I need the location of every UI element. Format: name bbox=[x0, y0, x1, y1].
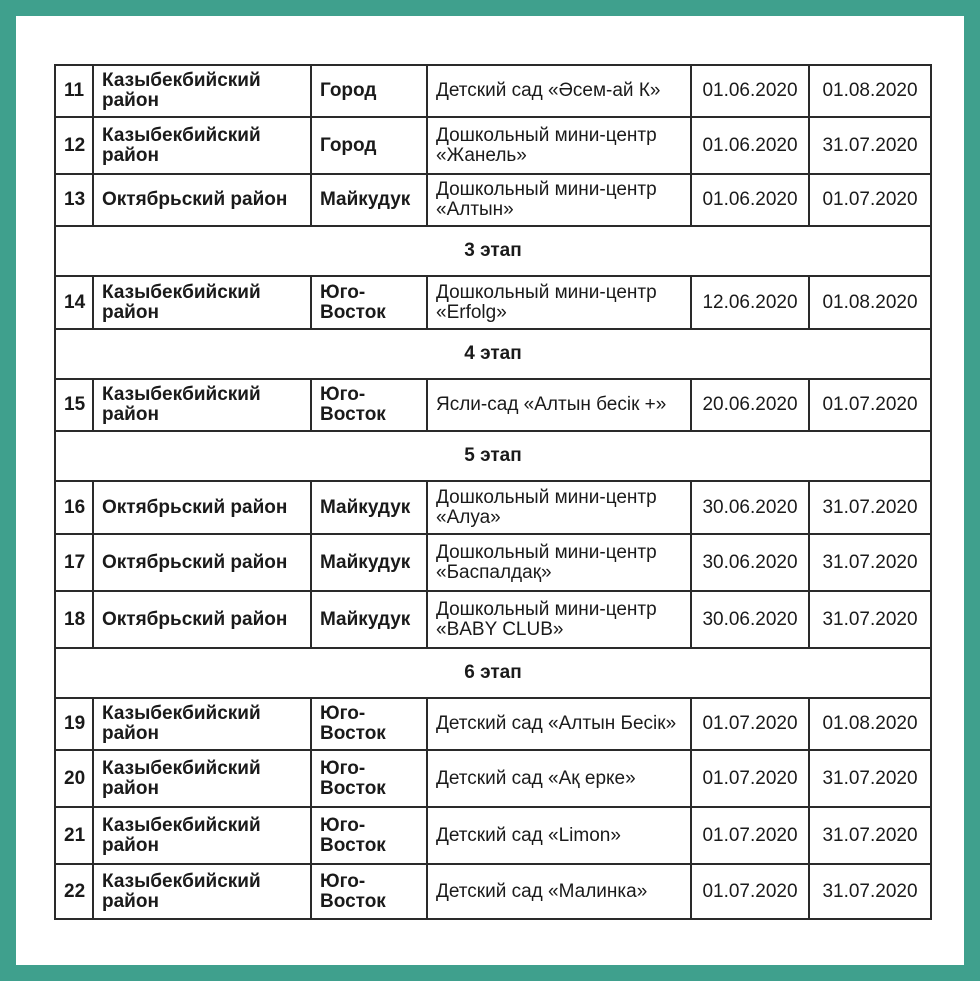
stage-heading: 3 этап bbox=[55, 226, 931, 276]
row-number-cell: 16 bbox=[55, 481, 93, 534]
end-date-cell: 31.07.2020 bbox=[809, 117, 931, 174]
facility-cell: Дошкольный мини-центр «Баспалдақ» bbox=[427, 534, 691, 591]
area-cell: Юго-Восток bbox=[311, 379, 427, 431]
area-cell: Майкудук bbox=[311, 591, 427, 648]
stage-heading: 4 этап bbox=[55, 329, 931, 379]
district-cell: Казыбекбийский район bbox=[93, 276, 311, 329]
row-number-cell: 18 bbox=[55, 591, 93, 648]
schedule-table bbox=[54, 64, 932, 920]
schedule-body bbox=[55, 65, 931, 919]
row-number-cell: 20 bbox=[55, 750, 93, 807]
area-cell: Майкудук bbox=[311, 481, 427, 534]
end-date-cell: 31.07.2020 bbox=[809, 807, 931, 864]
table-row bbox=[55, 481, 931, 534]
area-cell: Майкудук bbox=[311, 174, 427, 226]
table-row bbox=[55, 750, 931, 807]
facility-cell: Детский сад «Limon» bbox=[427, 807, 691, 864]
row-number-cell: 21 bbox=[55, 807, 93, 864]
area-cell: Юго-Восток bbox=[311, 864, 427, 919]
stage-row bbox=[55, 648, 931, 698]
district-cell: Казыбекбийский район bbox=[93, 807, 311, 864]
area-cell: Майкудук bbox=[311, 534, 427, 591]
district-cell: Казыбекбийский район bbox=[93, 65, 311, 117]
table-row bbox=[55, 276, 931, 329]
start-date-cell: 01.07.2020 bbox=[691, 807, 809, 864]
facility-cell: Дошкольный мини-центр «Алтын» bbox=[427, 174, 691, 226]
facility-cell: Детский сад «Әсем-ай К» bbox=[427, 65, 691, 117]
table-row bbox=[55, 864, 931, 919]
facility-cell: Дошкольный мини-центр «Erfolg» bbox=[427, 276, 691, 329]
end-date-cell: 01.07.2020 bbox=[809, 174, 931, 226]
start-date-cell: 01.07.2020 bbox=[691, 698, 809, 750]
table-row bbox=[55, 807, 931, 864]
area-cell: Юго-Восток bbox=[311, 698, 427, 750]
stage-row bbox=[55, 329, 931, 379]
row-number-cell: 14 bbox=[55, 276, 93, 329]
start-date-cell: 01.06.2020 bbox=[691, 65, 809, 117]
stage-row bbox=[55, 226, 931, 276]
area-cell: Город bbox=[311, 117, 427, 174]
end-date-cell: 01.07.2020 bbox=[809, 379, 931, 431]
area-cell: Юго-Восток bbox=[311, 750, 427, 807]
table-row bbox=[55, 591, 931, 648]
start-date-cell: 01.06.2020 bbox=[691, 174, 809, 226]
start-date-cell: 30.06.2020 bbox=[691, 534, 809, 591]
row-number-cell: 12 bbox=[55, 117, 93, 174]
start-date-cell: 30.06.2020 bbox=[691, 481, 809, 534]
facility-cell: Детский сад «Ақ ерке» bbox=[427, 750, 691, 807]
row-number-cell: 19 bbox=[55, 698, 93, 750]
stage-heading: 5 этап bbox=[55, 431, 931, 481]
area-cell: Юго-Восток bbox=[311, 807, 427, 864]
row-number-cell: 11 bbox=[55, 65, 93, 117]
table-row bbox=[55, 379, 931, 431]
district-cell: Октябрьский район bbox=[93, 591, 311, 648]
facility-cell: Детский сад «Малинка» bbox=[427, 864, 691, 919]
start-date-cell: 01.07.2020 bbox=[691, 864, 809, 919]
table-row bbox=[55, 698, 931, 750]
start-date-cell: 01.07.2020 bbox=[691, 750, 809, 807]
row-number-cell: 13 bbox=[55, 174, 93, 226]
facility-cell: Дошкольный мини-центр «Алуа» bbox=[427, 481, 691, 534]
end-date-cell: 31.07.2020 bbox=[809, 481, 931, 534]
stage-heading: 6 этап bbox=[55, 648, 931, 698]
start-date-cell: 01.06.2020 bbox=[691, 117, 809, 174]
stage-row bbox=[55, 431, 931, 481]
row-number-cell: 22 bbox=[55, 864, 93, 919]
table-row bbox=[55, 65, 931, 117]
district-cell: Казыбекбийский район bbox=[93, 379, 311, 431]
end-date-cell: 31.07.2020 bbox=[809, 750, 931, 807]
start-date-cell: 30.06.2020 bbox=[691, 591, 809, 648]
end-date-cell: 01.08.2020 bbox=[809, 65, 931, 117]
end-date-cell: 01.08.2020 bbox=[809, 698, 931, 750]
end-date-cell: 31.07.2020 bbox=[809, 534, 931, 591]
start-date-cell: 12.06.2020 bbox=[691, 276, 809, 329]
table-row bbox=[55, 117, 931, 174]
district-cell: Октябрьский район bbox=[93, 534, 311, 591]
row-number-cell: 17 bbox=[55, 534, 93, 591]
end-date-cell: 31.07.2020 bbox=[809, 591, 931, 648]
end-date-cell: 31.07.2020 bbox=[809, 864, 931, 919]
area-cell: Юго-Восток bbox=[311, 276, 427, 329]
district-cell: Октябрьский район bbox=[93, 481, 311, 534]
start-date-cell: 20.06.2020 bbox=[691, 379, 809, 431]
area-cell: Город bbox=[311, 65, 427, 117]
district-cell: Казыбекбийский район bbox=[93, 117, 311, 174]
district-cell: Казыбекбийский район bbox=[93, 750, 311, 807]
facility-cell: Ясли-сад «Алтын бесік +» bbox=[427, 379, 691, 431]
row-number-cell: 15 bbox=[55, 379, 93, 431]
end-date-cell: 01.08.2020 bbox=[809, 276, 931, 329]
district-cell: Казыбекбийский район bbox=[93, 864, 311, 919]
table-row bbox=[55, 174, 931, 226]
facility-cell: Детский сад «Алтын Бесік» bbox=[427, 698, 691, 750]
district-cell: Октябрьский район bbox=[93, 174, 311, 226]
district-cell: Казыбекбийский район bbox=[93, 698, 311, 750]
facility-cell: Дошкольный мини-центр «BABY CLUB» bbox=[427, 591, 691, 648]
table-row bbox=[55, 534, 931, 591]
facility-cell: Дошкольный мини-центр «Жанель» bbox=[427, 117, 691, 174]
